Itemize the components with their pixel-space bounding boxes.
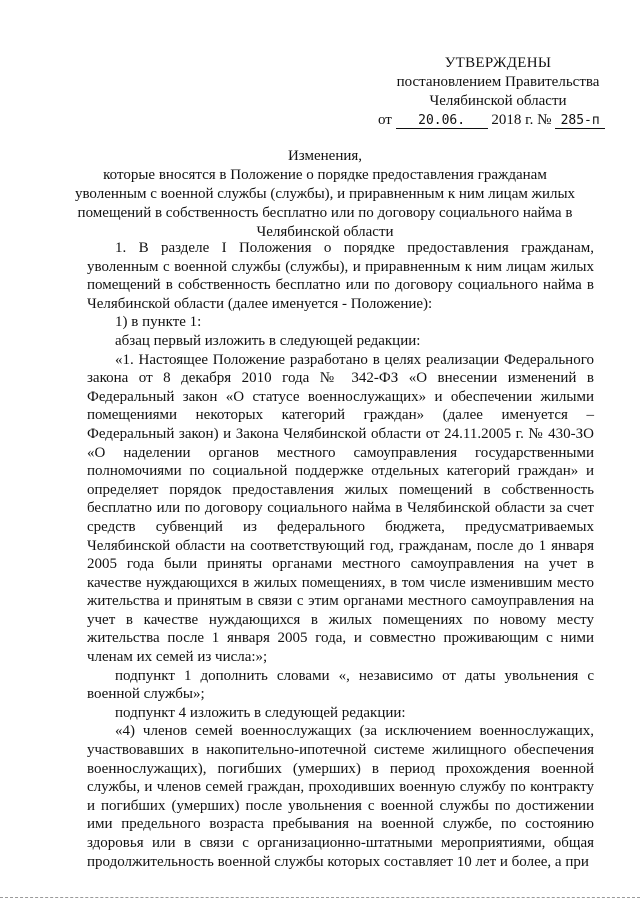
scan-edge-line	[0, 897, 640, 899]
paragraph-item-1: 1) в пункте 1:	[115, 314, 202, 331]
document-body	[87, 239, 594, 871]
approval-line-2: Челябинской области	[429, 93, 567, 109]
paragraph-quote-1: «1. Настоящее Положение разработано в целях реализации Федерального закона от 8 декабря 2010 года № 342-ФЗ «О внесении изменений в Федеральный закон «О статусе военнослужащих» и обеспечении жилыми помещениями некоторых категорий граждан» (далее именуется – Федеральный закон) и Закона Челябинской области от 24.11.2005 г. № 430-ЗО «О наделении органов местного самоуправления государственными полномочиями по социальной поддержке отдельных категорий граждан» и определяет порядок предоставления жилых помещений в собственность бесплатно или по договору социального найма в Челябинской области за счет средств субвенций из федерального бюджета, предусматриваемых Челябинской области на соответствующий год, гражданам, после до 1 января 2005 года были приняты органами местного самоуправления на учет в качестве нуждающихся в жилых помещениях, в том числе изменившим место жительства и принятым в связи с этим органами местного самоуправления на учет в качестве нуждающихся в жилых помещениях по новому месту жительства после 1 января 2005 года, и совместно проживающим с ними членам их семей из числа:»;	[87, 351, 594, 666]
paragraph-subitem-4-intro: подпункт 4 изложить в следующей редакции:	[115, 704, 406, 721]
title-line-2: которые вносятся в Положение о порядке предоставления гражданам	[103, 167, 547, 183]
paragraph-section-1: 1. В разделе I Положения о порядке предоставления гражданам, уволенным с военной службы (службы), и приравненным к ним лицам жилых помещений в собственность бесплатно или по договору социального найма в Челябинской области (далее именуется - Положение):	[87, 240, 594, 312]
date-year: 2018 г. №	[491, 112, 552, 128]
title-line-5: Челябинской области	[256, 224, 394, 240]
paragraph-quote-4: «4) членов семей военнослужащих (за исключением военнослужащих, участвовавших в накопительно-ипотечной системе жилищного обеспечения военнослужащих), погибших (умерших) в период прохождения военной службы, и членов семей граждан, проходивших военную службу по контракту и погибших (умерших) после увольнения с военной службы по достижении ими предельного возраста пребывания на военной службе, по состоянию здоровья или в связи с организационно-штатными мероприятиями, общая продолжительность военной службы которых составляет 10 лет и более, а при	[87, 723, 594, 870]
approval-date-line	[378, 112, 605, 129]
title-line-3: уволенным с военной службы (службы), и приравненным к ним лицам жилых	[74, 186, 576, 202]
date-value: 20.06.	[396, 113, 488, 129]
title-line-4: помещений в собственность бесплатно или по договору социального найма в	[77, 205, 573, 221]
approval-line-1: постановлением Правительства	[396, 74, 600, 90]
paragraph-subitem-1: подпункт 1 дополнить словами «, независимо от даты увольнения с военной службы»;	[87, 667, 594, 703]
decree-number: 285-п	[555, 113, 605, 129]
paragraph-abzac: абзац первый изложить в следующей редакции:	[115, 332, 421, 349]
document-title	[70, 147, 580, 242]
date-prefix: от	[378, 112, 392, 128]
approval-stamp	[383, 54, 613, 111]
approval-heading: УТВЕРЖДЕНЫ	[444, 55, 552, 71]
title-line-1: Изменения,	[287, 148, 363, 164]
